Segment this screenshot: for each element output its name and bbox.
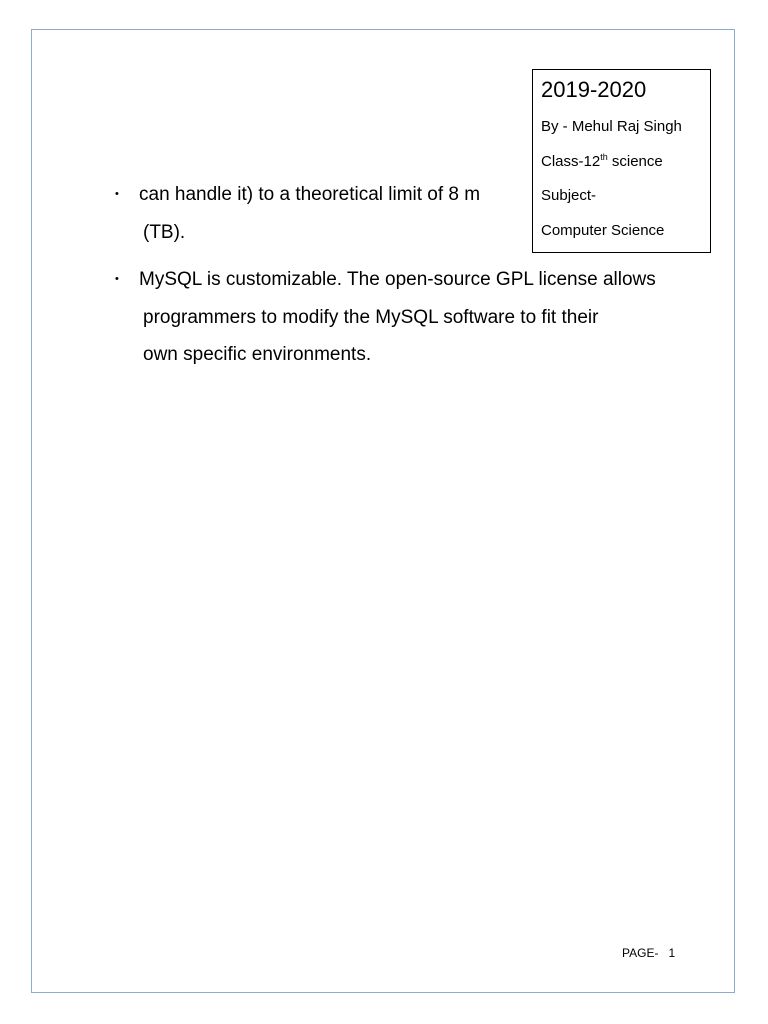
info-subject: Computer Science [541,221,665,239]
bullet-icon: • [115,188,119,200]
bullet-icon: • [115,273,119,285]
info-class [541,145,702,180]
bullet-text-line: (TB). [143,221,186,243]
info-class-prefix: Class-12 [541,152,601,170]
info-class-suffix: science [607,152,663,170]
bullet-text-line: MySQL is customizable. The open-source GPL license allows [139,269,656,290]
bullet-text-line: programmers to modify the MySQL software to fit their [143,306,599,328]
info-class-sup: th [600,151,608,162]
list-item [112,261,672,374]
info-author: By - Mehul Raj Singh [541,118,682,135]
info-year: 2019-2020 [541,77,647,102]
bullet-text-line: own specific environments. [143,344,372,365]
info-box [532,69,711,253]
page-number: PAGE- 1 [622,946,676,960]
bullet-text-line: can handle it) to a theoretical limit of 8 m [139,184,481,205]
info-subject-label: Subject- [541,187,597,204]
